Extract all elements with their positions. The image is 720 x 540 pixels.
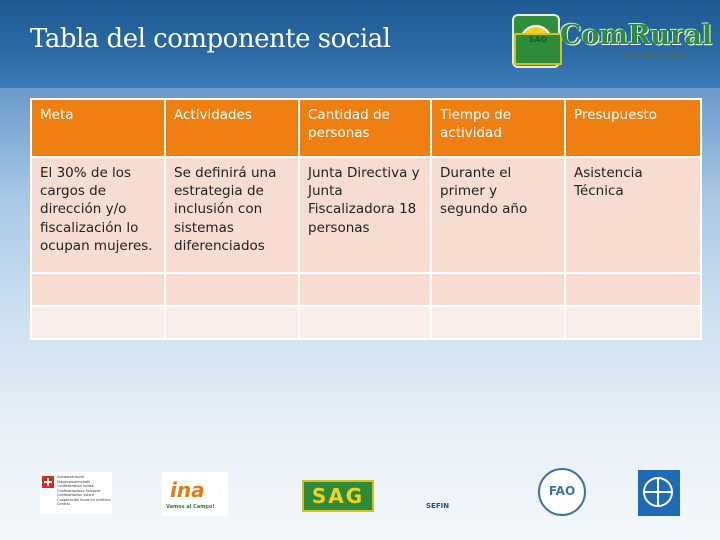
sefin-logo-text: SEFIN (426, 502, 450, 510)
fao-logo-text: FAO (548, 484, 576, 498)
cell-tiempo: Durante el primer y segundo año (431, 157, 565, 273)
empty-cell (299, 273, 431, 306)
header-presupuesto: Presupuesto (565, 99, 701, 157)
partner-logos-strip (0, 462, 720, 522)
cell-presupuesto: Asistencia Técnica (565, 157, 701, 273)
cosude-logo (40, 472, 112, 514)
cell-cantidad: Junta Directiva y Junta Fiscalizadora 18 personas (299, 157, 431, 273)
sag-logo-text: SAG (311, 484, 365, 508)
fao-logo (538, 468, 586, 516)
ina-logo (162, 472, 228, 516)
empty-cell (299, 306, 431, 339)
empty-cell (565, 273, 701, 306)
globe-icon (643, 477, 673, 507)
ina-logo-slogan: Vamos al Campo! (166, 504, 215, 510)
ina-logo-text: ina (170, 478, 205, 502)
empty-cell (431, 273, 565, 306)
slide-header (0, 0, 720, 88)
sag-logo (302, 480, 374, 512)
sefin-logo (420, 474, 490, 514)
page-title: Tabla del componente social (30, 24, 391, 54)
empty-cell (31, 273, 165, 306)
empty-cell (565, 306, 701, 339)
table-header-row (31, 99, 701, 157)
empty-cell (31, 306, 165, 339)
brand-subtitle: Competitividad Rural (622, 52, 686, 59)
sag-badge-logo (512, 14, 560, 68)
brand-name: ComRural (560, 20, 713, 51)
empty-cell (165, 273, 299, 306)
header-tiempo: Tiempo de actividad (431, 99, 565, 157)
table-row (31, 273, 701, 306)
header-meta: Meta (31, 99, 165, 157)
cosude-logo-text: Schweizerische Eidgenossenschaft Confédération suisse Confederazione Svizzera Confederaziun svizra Cooperación Suiza en América Central (57, 475, 111, 506)
header-actividades: Actividades (165, 99, 299, 157)
cell-meta: El 30% de los cargos de dirección y/o fiscalización lo ocupan mujeres. (31, 157, 165, 273)
table-row (31, 157, 701, 273)
sag-badge-text: SAG (514, 33, 562, 65)
world-bank-logo (638, 470, 680, 516)
empty-cell (431, 306, 565, 339)
cell-actividades: Se definirá una estrategia de inclusión con sistemas diferenciados (165, 157, 299, 273)
table-row (31, 306, 701, 339)
swiss-flag-icon (42, 476, 54, 488)
empty-cell (165, 306, 299, 339)
header-cantidad: Cantidad de personas (299, 99, 431, 157)
social-component-table (30, 98, 702, 340)
